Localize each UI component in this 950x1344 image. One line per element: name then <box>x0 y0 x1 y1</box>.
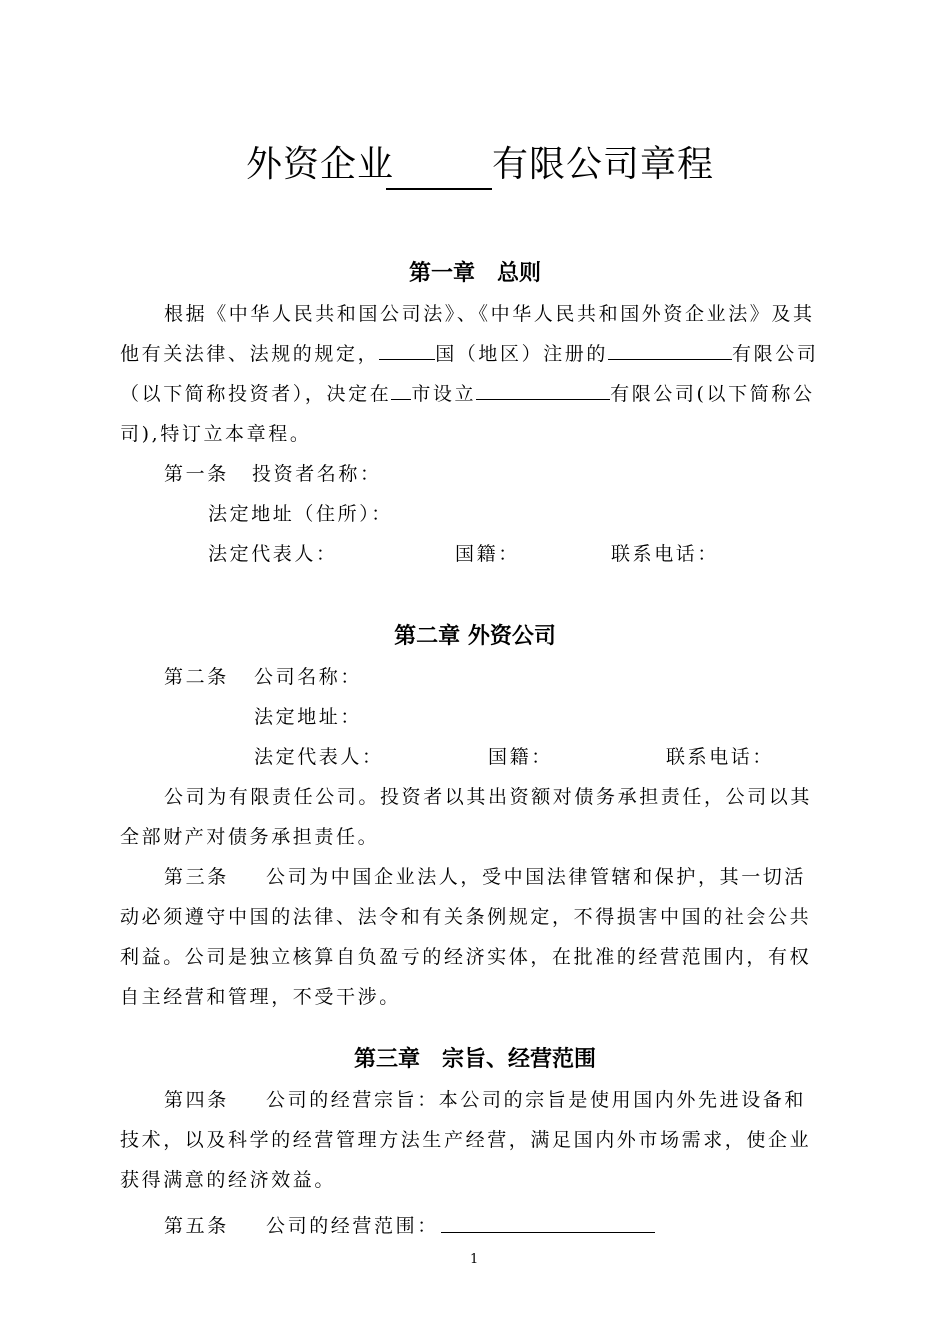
investor-address: 法定地址（住所）： <box>208 503 393 525</box>
liability-line1: 公司为有限责任公司。投资者以其出资额对债务承担责任，公司以其 <box>164 786 813 808</box>
article4-line1: 公司的经营宗旨：本公司的宗旨是使用国内外先进设备和 <box>266 1089 807 1111</box>
intro-line3-part-c: 有限公司(以下简称公 <box>610 383 815 405</box>
article5-label: 第五条 <box>164 1215 229 1237</box>
investor-representative: 法定代表人： <box>208 543 338 565</box>
investor-name-blank <box>608 335 732 360</box>
chapter1-intro-line2 <box>120 334 818 374</box>
company-name-blank <box>476 375 610 400</box>
intro-line3-part-b: 市设立 <box>411 383 477 405</box>
intro-line3-part-a: （以下简称投资者），决定在 <box>120 383 392 405</box>
chapter3-heading: 第三章 宗旨、经营范围 <box>353 1047 596 1072</box>
article3-line2: 动必须遵守中国的法律、法令和有关条例规定，不得损害中国的社会公共 <box>120 906 812 928</box>
company-representative: 法定代表人： <box>254 746 384 768</box>
article2-text: 公司名称： <box>254 666 363 688</box>
chapter1-intro-line3 <box>120 374 815 414</box>
chapter1-intro-line4: 司),特订立本章程。 <box>120 423 312 445</box>
chapter1-heading: 第一章 总则 <box>408 261 541 286</box>
chapter2-heading: 第二章 外资公司 <box>394 624 556 649</box>
article1-label: 第一条 <box>164 463 229 485</box>
chapter1-intro-line1: 根据《中华人民共和国公司法》、《中华人民共和国外资企业法》及其 <box>164 303 815 325</box>
business-scope-blank <box>441 1232 655 1233</box>
doc-title-right: 有限公司章程 <box>492 144 715 185</box>
intro-line2-part-b: 国（地区）注册的 <box>435 343 609 365</box>
intro-line2-part-a: 他有关法律、法规的规定， <box>120 343 380 365</box>
investor-nationality: 国籍： <box>455 543 520 565</box>
article4-line3: 获得满意的经济效益。 <box>120 1169 337 1191</box>
article4-line2: 技术，以及科学的经营管理方法生产经营，满足国内外市场需求，使企业 <box>120 1129 812 1151</box>
intro-line2-part-c: 有限公司 <box>732 343 819 365</box>
page-number: 1 <box>470 1252 479 1267</box>
company-nationality: 国籍： <box>488 746 553 768</box>
country-blank <box>379 335 435 360</box>
city-blank <box>391 375 411 400</box>
investor-phone: 联系电话： <box>611 543 720 565</box>
article3-line4: 自主经营和管理，不受干涉。 <box>120 986 401 1008</box>
article3-label: 第三条 <box>164 866 229 888</box>
company-phone: 联系电话： <box>666 746 775 768</box>
article3-line1: 公司为中国企业法人，受中国法律管辖和保护，其一切活 <box>266 866 807 888</box>
article2-label: 第二条 <box>164 666 229 688</box>
article1-text: 投资者名称： <box>252 463 382 485</box>
article3-line3: 利益。公司是独立核算自负盈亏的经济实体，在批准的经营范围内，有权 <box>120 946 812 968</box>
article5-text: 公司的经营范围： <box>266 1215 439 1237</box>
article4-label: 第四条 <box>164 1089 229 1111</box>
doc-title-left: 外资企业 <box>246 144 395 185</box>
liability-line2: 全部财产对债务承担责任。 <box>120 826 380 848</box>
title-blank-line <box>386 188 492 190</box>
company-address: 法定地址： <box>254 706 363 728</box>
